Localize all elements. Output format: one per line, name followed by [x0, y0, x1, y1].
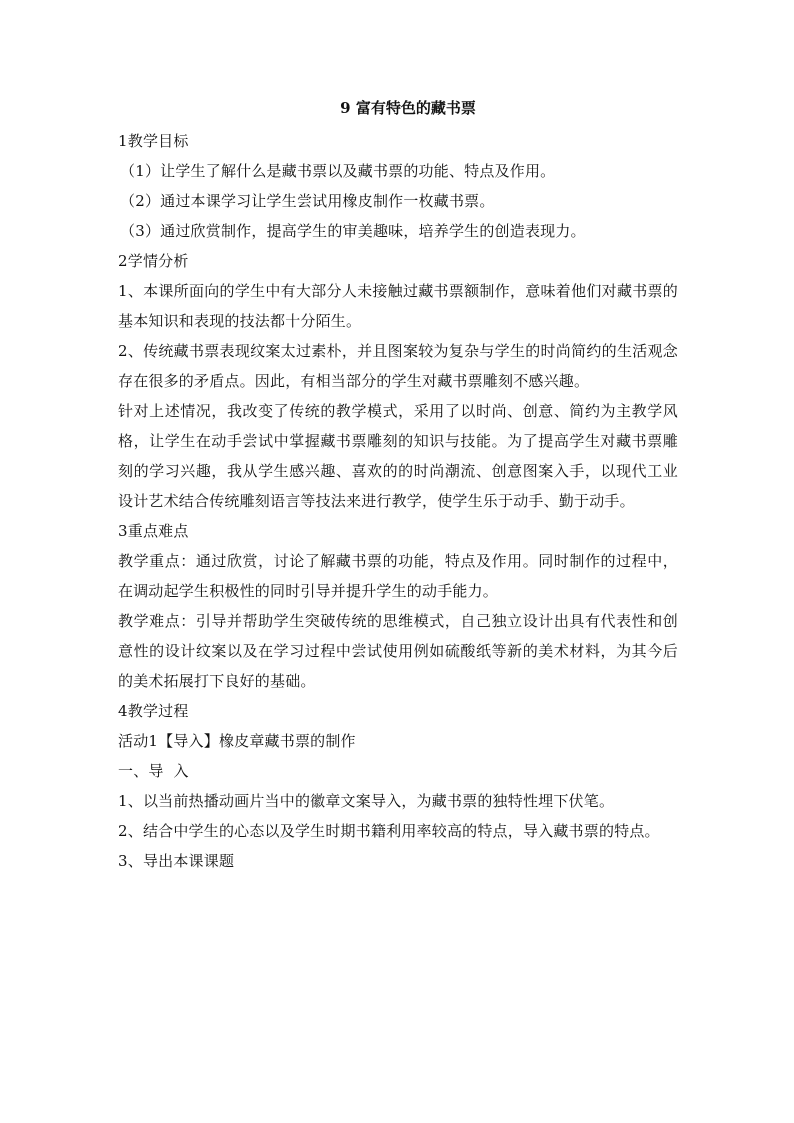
- section-heading-objectives: 1教学目标: [118, 132, 189, 150]
- objective-item-3: （3）通过欣赏制作，提高学生的审美趣味，培养学生的创造表现力。: [120, 222, 586, 240]
- process-subheading: 一、导 入: [118, 762, 189, 780]
- section-heading-process: 4教学过程: [118, 702, 189, 720]
- objective-item-2: （2）通过本课学习让学生尝试用橡皮制作一枚藏书票。: [120, 192, 495, 210]
- analysis-paragraph-3: 针对上述情况，我改变了传统的教学模式，采用了以时尚、创意、简约为主教学风格，让学生在动手尝试中掌握藏书票雕刻的知识与技能。为了提高学生对藏书票雕刻的学习兴趣，我从学生感兴趣、喜欢的的时尚潮流、创意图案入手，以现代工业设计艺术结合传统雕刻语言等技法来进行教学，使学生乐于动手、勤于动手。: [118, 402, 678, 510]
- activity-title: 活动1【导入】橡皮章藏书票的制作: [118, 732, 356, 750]
- process-item-3: 3、导出本课课题: [118, 852, 235, 870]
- process-item-1: 1、以当前热播动画片当中的徽章文案导入，为藏书票的独特性埋下伏笔。: [118, 792, 615, 810]
- section-heading-analysis: 2学情分析: [118, 252, 189, 270]
- objective-item-1: （1）让学生了解什么是藏书票以及藏书票的功能、特点及作用。: [120, 162, 556, 180]
- process-item-2: 2、结合中学生的心态以及学生时期书籍利用率较高的特点，导入藏书票的特点。: [118, 822, 660, 840]
- document-title: 9 富有特色的藏书票: [340, 99, 476, 117]
- analysis-paragraph-2: 2、传统藏书票表现纹案太过素朴，并且图案较为复杂与学生的时尚简约的生活观念存在很多的矛盾点。因此，有相当部分的学生对藏书票雕刻不感兴趣。: [118, 342, 678, 390]
- document-page: [118, 96, 678, 876]
- key-point-paragraph: 教学重点：通过欣赏，讨论了解藏书票的功能，特点及作用。同时制作的过程中，在调动起学生积极性的同时引导并提升学生的动手能力。: [118, 552, 678, 600]
- analysis-paragraph-1: 1、本课所面向的学生中有大部分人未接触过藏书票额制作，意味着他们对藏书票的基本知识和表现的技法都十分陌生。: [118, 282, 678, 330]
- section-heading-key-points: 3重点难点: [118, 522, 189, 540]
- difficulty-paragraph: 教学难点：引导并帮助学生突破传统的思维模式，自己独立设计出具有代表性和创意性的设计纹案以及在学习过程中尝试使用例如硫酸纸等新的美术材料，为其今后的美术拓展打下良好的基础。: [118, 612, 678, 690]
